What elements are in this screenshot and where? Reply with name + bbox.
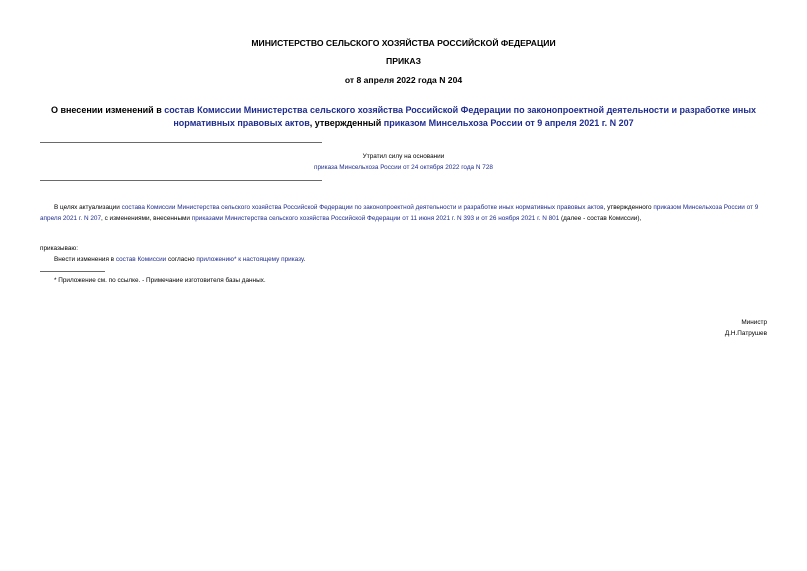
p1-text-1: В целях актуализации [54, 204, 122, 211]
signature-name: Д.Н.Патрушев [724, 330, 767, 337]
document-date-number: от 8 апреля 2022 года N 204 [344, 75, 463, 85]
p1-text-3: , с изменениями, внесенными [101, 215, 192, 222]
title-prefix: О внесении изменений в [50, 105, 165, 115]
repeal-notice [40, 151, 767, 173]
p2-text-2: согласно [166, 256, 197, 263]
p2-text-3: . [303, 256, 306, 263]
p1-link-commission[interactable]: состава Комиссии Министерства сельского хозяйства Российской Федерации по законопроектной деятельности и разработке иных нормативных правовых актов [121, 204, 604, 211]
ministry-name: МИНИСТЕРСТВО СЕЛЬСКОГО ХОЗЯЙСТВА РОССИЙСКОЙ ФЕДЕРАЦИИ [251, 38, 556, 48]
p1-text-2: , утвержденного [603, 204, 654, 211]
signature-block [725, 317, 767, 339]
body-paragraph-2 [54, 254, 305, 265]
title-mid: , утвержденный [309, 118, 384, 128]
document-title [40, 104, 767, 130]
p2-link-commission[interactable]: состав Комиссии [115, 256, 167, 263]
footnote: * Приложение см. по ссылке. - Примечание изготовителя базы данных. [54, 277, 266, 284]
repeal-notice-text: Утратил силу на основании [362, 153, 445, 160]
signature-position: Министр [741, 319, 767, 326]
divider-top [40, 142, 322, 143]
p1-link-order-207[interactable]: приказом Минсельхоза России от 9 апреля 2021 г. N 207 [40, 204, 759, 222]
repeal-notice-link[interactable]: приказа Минсельхоза России от 24 октября 2022 года N 728 [314, 164, 493, 171]
footnote-divider [40, 271, 105, 272]
title-link-order[interactable]: приказом Минсельхоза России от 9 апреля 2021 г. N 207 [383, 118, 634, 128]
body-paragraph-1 [40, 202, 767, 224]
divider-bottom [40, 180, 322, 181]
p2-link-appendix[interactable]: приложению* к настоящему приказу [196, 256, 304, 263]
title-link-commission[interactable]: состав Комиссии Министерства сельского хозяйства Российской Федерации по законопроектной деятельности и разработке иных нормативных правовых актов [164, 105, 757, 128]
p1-link-orders-393-801[interactable]: приказами Министерства сельского хозяйства Российской Федерации от 11 июня 2021 г. N 393 и от 26 ноября 2021 г. N 801 [191, 215, 560, 222]
p2-text-1: Внести изменения в [54, 256, 116, 263]
p1-text-4: (далее - состав Комиссии), [559, 215, 642, 222]
document-type: ПРИКАЗ [386, 56, 421, 66]
order-word: приказываю: [40, 245, 78, 252]
